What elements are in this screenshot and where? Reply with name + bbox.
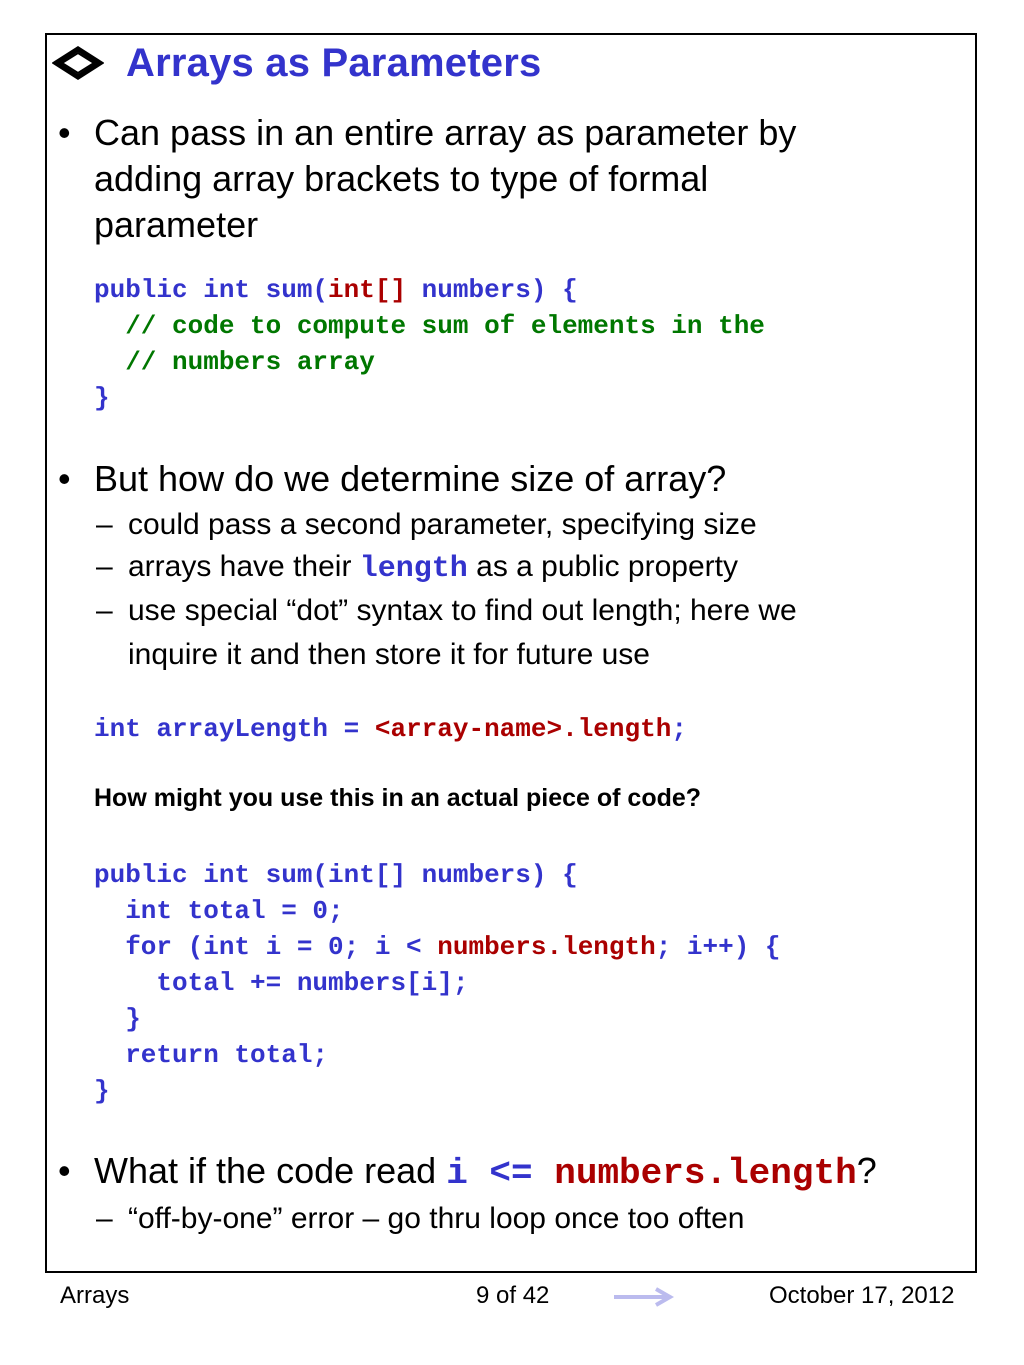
inline-code-numbers-length: numbers.length xyxy=(554,1153,857,1194)
bullet-text: What if the code read i <= numbers.length? xyxy=(94,1150,877,1194)
code-line: for (int i = 0; i < numbers.length; i++) { xyxy=(94,932,781,962)
code-block-sum-loop xyxy=(94,857,781,1109)
sub-bullet-text-line-2: inquire it and then store it for future use xyxy=(128,638,650,671)
code-line: public int sum(int[] numbers) { xyxy=(94,275,578,305)
page-number: 9 of 42 xyxy=(476,1282,550,1309)
code-line: total += numbers[i]; xyxy=(94,968,469,998)
sub-bullet-text: “off-by-one” error – go thru loop once too often xyxy=(128,1202,745,1235)
code-line: int total = 0; xyxy=(94,896,344,926)
sub-bullet-text: arrays have their length as a public property xyxy=(128,550,738,586)
dash-marker: – xyxy=(96,594,113,627)
title-row xyxy=(52,36,541,90)
bullet-marker: • xyxy=(58,458,71,499)
inline-code-length: length xyxy=(359,552,468,586)
question-text: How might you use this in an actual piece of code? xyxy=(94,784,702,812)
code-comment: // code to compute sum of elements in the xyxy=(94,311,765,341)
bullet-marker: • xyxy=(58,1150,71,1191)
bullet-text-line-2: adding array brackets to type of formal xyxy=(94,158,709,199)
next-arrow-icon[interactable] xyxy=(612,1286,674,1308)
code-block-signature xyxy=(94,272,765,416)
footer-date: October 17, 2012 xyxy=(769,1282,955,1309)
sub-bullet-text: could pass a second parameter, specifying size xyxy=(128,508,757,541)
dash-marker: – xyxy=(96,1202,113,1235)
bullet-text-line-1: Can pass in an entire array as parameter by xyxy=(94,112,797,153)
page-title: Arrays as Parameters xyxy=(126,40,542,85)
dash-marker: – xyxy=(96,550,113,583)
code-line: return total; xyxy=(94,1040,329,1070)
code-line: } xyxy=(94,383,110,413)
inline-code-i: i <= xyxy=(446,1153,555,1194)
bullet-marker: • xyxy=(58,112,71,153)
code-line: } xyxy=(94,1004,141,1034)
dash-marker: – xyxy=(96,508,113,541)
sub-bullet-text-line-1: use special “dot” syntax to find out length; here we xyxy=(128,594,797,627)
diamond-icon xyxy=(52,43,104,83)
code-line: } xyxy=(94,1076,110,1106)
code-array-length: int arrayLength = <array-name>.length; xyxy=(94,714,687,744)
footer-left: Arrays xyxy=(60,1282,130,1309)
bullet-text-line-3: parameter xyxy=(94,204,259,245)
bullet-text: But how do we determine size of array? xyxy=(94,458,727,499)
code-comment: // numbers array xyxy=(94,347,375,377)
code-line: public int sum(int[] numbers) { xyxy=(94,860,578,890)
